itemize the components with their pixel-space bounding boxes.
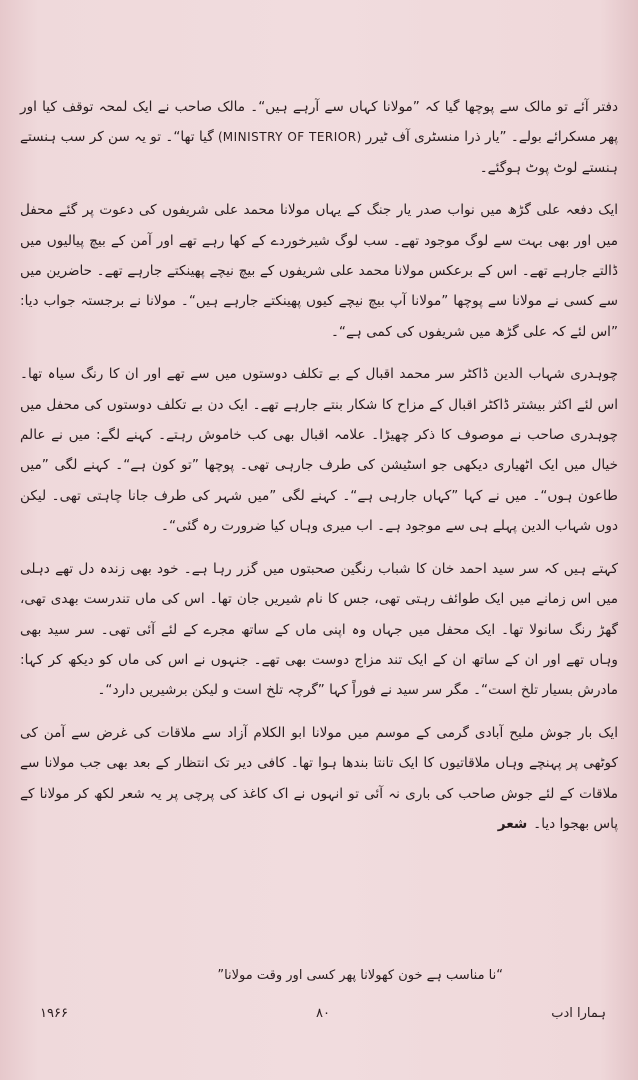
paragraph-2: ایک دفعہ علی گڑھ میں نواب صدر یار جنگ کے یہاں مولانا محمد علی شریفوں کی دعوت پر گئے محفل میں اور بھی بہت سے لوگ موجود تھے۔ سب لوگ شیرخوردے کے کھا رہے تھے اور آمن کے بیچ پیالیوں میں ڈالتے جارہے تھے۔ اس کے برعکس مولانا محمد علی شریفوں کے بیچ نیچے پھینکتے جارہے تھے۔ حاضرین میں سے کسی نے مولانا سے پوچھا ”مولانا آپ بیچ نیچے کیوں پھینکتے جارہے ہیں“۔ مولانا نے برجستہ جواب دیا: ”اس لئے کہ علی گڑھ میں شریفوں کی کمی ہے“۔ bbox=[20, 202, 618, 340]
page-number: ۸۰ bbox=[316, 1006, 330, 1021]
paragraph-3: چوہدری شہاب الدین ڈاکٹر سر محمد اقبال کے بے تکلف دوستوں میں سے تھے اور ان کا رنگ سیاہ تھا۔ اس لئے اکثر بیشتر ڈاکٹر اقبال کے مزاح کا شکار بنتے جارہے تھے۔ ایک دن بے تکلف دوستوں کی محفل میں چوہدری صاحب نے موصوف کا ذکر چھیڑا۔ علامہ اقبال بھی کب خاموش رہتے۔ کہنے لگے: میں نے عالم خیال میں ایک اٹھیاری دیکھی جو اسٹیشن کی طرف جارہی تھی۔ پوچھا ”تو کون ہے“۔ کہنے لگی ”میں طاعون ہوں“۔ میں نے کہا ”کہاں جارہی ہے“۔ کہنے لگی ”میں شہر کی طرف جانا چاہتی تھی۔ لیکن دوں شہاب الدین پہلے ہی سے موجود ہے۔ اب میری وہاں کیا ضرورت رہ گئی“۔ bbox=[20, 366, 618, 535]
paragraph-4: کہتے ہیں کہ سر سید احمد خان کا شباب رنگین صحبتوں میں گزر رہا ہے۔ خود بھی زندہ دل تھے دہلی میں اس زمانے میں ایک طوائف رہتی تھی، جس کا نام شیریں جان تھا۔ اس کی ماں تندرست بھدی تھی، گھڑ رنگ سانولا تھا۔ ایک محفل میں جہاں وہ اپنی ماں کے ساتھ مجرے کے لئے آئی تھی۔ سر سید بھی وہاں تھے اور ان کے ساتھ ان کے ایک تند مزاج دوست بھی تھے۔ جنہوں نے اس کی ماں کو دیکھ کر کہا: مادرش بسیار تلخ است“۔ مگر سر سید نے فوراً کہا ”گرچہ تلخ است و لیکن برشیریں دارد“۔ bbox=[20, 560, 618, 699]
journal-name: ہمارا ادب bbox=[551, 1006, 606, 1021]
body-text bbox=[20, 92, 618, 851]
latin-phrase: (MINISTRY OF TERIOR) bbox=[218, 130, 362, 145]
verse-quote: “نا مناسب ہے خون کھولانا پھر کسی اور وقت مولانا” bbox=[217, 968, 503, 983]
publication-year: ۱۹۶۶ bbox=[40, 1006, 68, 1021]
paragraph-5: ایک بار جوش ملیح آبادی گرمی کے موسم میں مولانا ابو الکلام آزاد سے ملاقات کی غرض سے آمن کی کوٹھی پر پہنچے وہاں ملاقاتیوں کا ایک تانتا بندھا ہوا تھا۔ کافی دیر تک انتظار کے بعد بھی جب مولانا سے ملاقات کے لئے جوش صاحب کی باری نہ آئی تو انہوں نے اک کاغذ کی پرچی پر یہ شعر لکھ کر مولانا کے پاس بھجوا دیا۔شعر bbox=[20, 718, 618, 840]
page-footer bbox=[20, 968, 618, 1058]
verse-marker: شعر bbox=[497, 815, 528, 832]
paragraph-1: دفتر آئے تو مالک سے پوچھا گیا کہ ”مولانا کہاں سے آرہے ہیں“۔ مالک صاحب نے ایک لمحہ توقف کیا اور پھر مسکرائے بولے۔ ”یار ذرا منسٹری آف ٹیرر (MINISTRY OF TERIOR) گیا تھا“۔ تو یہ سن کر سب ہنستے ہنستے لوٹ پوٹ ہوگئے۔ bbox=[20, 99, 618, 176]
